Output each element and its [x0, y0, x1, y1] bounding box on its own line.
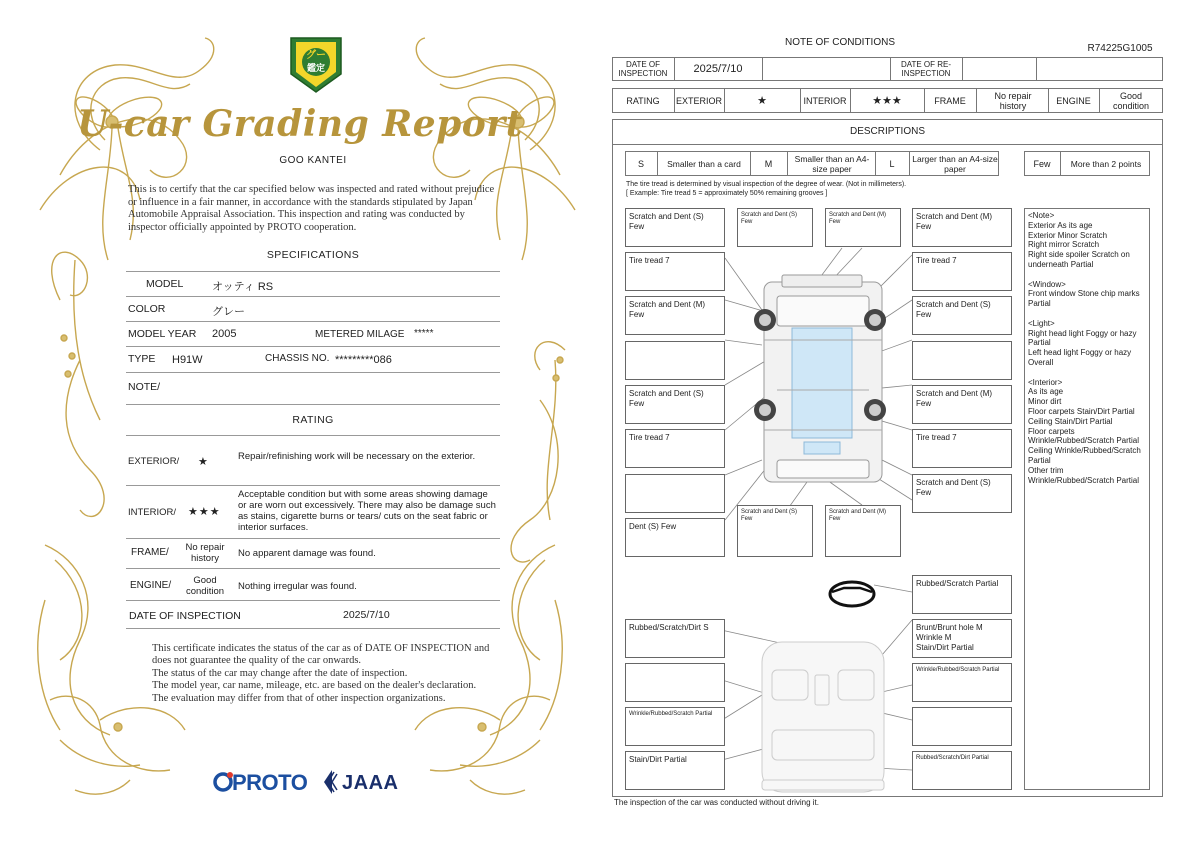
notes-text: <Note> Exterior As its age Exterior Minor Scratch Right mirror Scratch Right side spoiler Scratch on underneath Partial <Window> Front window Stone chip marks Partial <Light> Right head light Foggy or hazy Partial Left head light Foggy or hazy Overall <Interior> As its age Minor dirt Floor carpets Stain/Dirt Partial Ceiling Stain/Dirt Partial Floor carpets Wrinkle/Rubbed/Scratch Partial Ceiling Wrinkle/Rubbed/Scratch Partial Other trim Wrinkle/Rubbed/Scratch Partial: [1028, 211, 1141, 485]
color-label: COLOR: [128, 303, 166, 315]
interior-rating: ★★★: [872, 94, 902, 107]
type-label: TYPE: [128, 353, 156, 365]
damage-box-left-door-front: Scratch and Dent (M) Few: [625, 296, 725, 335]
engine-description: Nothing irregular was found.: [238, 581, 357, 592]
model-year-label: MODEL YEAR: [128, 328, 197, 340]
date-of-inspection-value: 2025/7/10: [693, 63, 743, 75]
report-subtitle: GOO KANTEI: [279, 155, 347, 166]
model-year-value: 2005: [212, 328, 237, 340]
rating-label: RATING: [626, 95, 660, 106]
proto-logo: PROTO: [232, 770, 308, 795]
chassis-label: CHASSIS NO.: [265, 353, 330, 364]
tire-box-front-left: Tire tread 7: [625, 252, 725, 291]
reference-number: R74225G1005: [1087, 43, 1153, 54]
proto-logo-icon: [212, 771, 234, 793]
size-s: S: [637, 158, 644, 169]
jaaa-logo: JAAA: [342, 772, 399, 794]
certificate-disclaimer: This certificate indicates the status of the car as of DATE OF INSPECTION and does not guarantee the quality of the car onwards. The status of the car may change after the date of inspection. The model year, car name, mileage, etc. are based on the dealer's declaration. The evaluation may differ from that of other inspection organizations.: [152, 643, 490, 704]
interior-box-dashboard-left: Rubbed/Scratch/Dirt S: [625, 619, 725, 658]
interior-box-floor-left: Stain/Dirt Partial: [625, 751, 725, 790]
inspection-date-value: 2025/7/10: [343, 609, 390, 621]
divider: [126, 296, 500, 297]
rating-heading: RATING: [292, 414, 334, 426]
divider: [126, 485, 500, 486]
divider: [126, 346, 500, 347]
divider: [126, 404, 500, 405]
engine-value: Good condition: [1112, 90, 1150, 111]
interior-box-rear-seat-left: Wrinkle/Rubbed/Scratch Partial: [625, 707, 725, 746]
damage-box-rear-left-quarter: [625, 474, 725, 513]
divider: [126, 321, 500, 322]
damage-box-right-door-rear: Scratch and Dent (M) Few: [912, 385, 1012, 424]
frame-description: No apparent damage was found.: [238, 548, 376, 559]
few-description: More than 2 points: [1070, 158, 1142, 169]
interior-box-floor-right: Rubbed/Scratch/Dirt Partial: [912, 751, 1012, 790]
note-title: NOTE OF CONDITIONS: [785, 37, 895, 48]
note-label: NOTE/: [128, 381, 161, 393]
note-of-conditions: [600, 0, 1200, 848]
exterior-description: Repair/refinishing work will be necessary on the exterior.: [238, 451, 476, 462]
divider: [126, 271, 500, 272]
divider: [126, 538, 500, 539]
exterior-stars: ★: [198, 456, 209, 468]
inspection-footer-note: The inspection of the car was conducted without driving it.: [614, 798, 819, 807]
size-l: L: [889, 158, 895, 169]
damage-box-rear-left: Dent (S) Few: [625, 518, 725, 557]
damage-box-rear-mid-right: Scratch and Dent (M) Few: [825, 505, 901, 557]
damage-box-front-left: Scratch and Dent (S) Few: [625, 208, 725, 247]
damage-box-left-door-rear: Scratch and Dent (S) Few: [625, 385, 725, 424]
exterior-label: EXTERIOR: [675, 95, 722, 106]
interior-box-front-seat-right: Wrinkle/Rubbed/Scratch Partial: [912, 663, 1012, 702]
damage-box-front-mid-left: Scratch and Dent (S) Few: [737, 208, 813, 247]
frame-value: No repair history: [994, 90, 1032, 111]
interior-stars: ★★★: [188, 506, 221, 518]
size-m-description: Smaller than an A4-size paper: [794, 153, 870, 174]
frame-label: FRAME/: [131, 547, 169, 558]
seal-text-bottom: 鑑定: [306, 64, 326, 74]
damage-box-left-pillar: [625, 341, 725, 380]
interior-box-dashboard-right: Brunt/Brunt hole M Wrinkle M Stain/Dirt Partial: [912, 619, 1012, 658]
specifications-heading: SPECIFICATIONS: [266, 249, 360, 261]
type-value: H91W: [172, 354, 203, 366]
engine-value: Good condition: [185, 575, 225, 597]
divider: [126, 628, 500, 629]
divider: [126, 372, 500, 373]
tire-note: The tire tread is determined by visual inspection of the degree of wear. (Not in millimeters).: [626, 181, 907, 188]
damage-box-front-right: Scratch and Dent (M) Few: [912, 208, 1012, 247]
engine-label: ENGINE: [1056, 95, 1091, 106]
report-title: U-car Grading Report: [77, 103, 523, 145]
goo-kantei-seal-icon: [287, 30, 345, 94]
model-value: オッティ RS: [212, 281, 274, 293]
size-l-description: Larger than an A4-size paper: [912, 153, 998, 174]
divider: [126, 568, 500, 569]
few-label: Few: [1033, 158, 1051, 169]
divider: [126, 600, 500, 601]
interior-description: Acceptable condition but with some areas showing damage or are worn out excessively. There may also be damage such as stains, cigarette burns or tears/ cuts on the seat fabric or interior surfaces.: [238, 489, 496, 533]
steering-condition-box: Rubbed/Scratch Partial: [912, 575, 1012, 614]
exterior-rating: ★: [757, 94, 767, 107]
date-of-inspection-label: DATE OF INSPECTION: [618, 60, 668, 78]
descriptions-heading: DESCRIPTIONS: [849, 125, 925, 137]
damage-box-rear-mid-left: Scratch and Dent (S) Few: [737, 505, 813, 557]
seal-text-top: グー: [306, 50, 326, 61]
color-value: グレー: [212, 306, 245, 318]
frame-value: No repair history: [185, 542, 225, 564]
model-label: MODEL: [146, 278, 184, 290]
size-s-description: Smaller than a card: [667, 158, 741, 169]
interior-box-rear-seat-right: [912, 707, 1012, 746]
mileage-value: *****: [414, 328, 434, 339]
damage-box-rear-right-quarter: Scratch and Dent (S) Few: [912, 474, 1012, 513]
tire-example: [ Example: Tire tread 5 = approximately 50% remaining grooves ]: [626, 190, 828, 197]
frame-label: FRAME: [934, 95, 966, 106]
exterior-label: EXTERIOR/: [128, 456, 180, 467]
mileage-label: METERED MILAGE: [315, 329, 405, 340]
interior-box-front-seat-left: [625, 663, 725, 702]
size-m: M: [764, 158, 773, 169]
interior-label: INTERIOR: [803, 95, 847, 106]
damage-box-right-door-front: Scratch and Dent (S) Few: [912, 296, 1012, 335]
tire-box-rear-right: Tire tread 7: [912, 429, 1012, 468]
jaaa-logo-icon: [320, 768, 340, 796]
damage-box-right-pillar: [912, 341, 1012, 380]
tire-box-rear-left: Tire tread 7: [625, 429, 725, 468]
inspection-date-label: DATE OF INSPECTION: [129, 610, 241, 622]
interior-label: INTERIOR/: [128, 507, 177, 518]
damage-box-front-mid-right: Scratch and Dent (M) Few: [825, 208, 901, 247]
divider: [126, 435, 500, 436]
engine-label: ENGINE/: [130, 580, 172, 591]
steering-wheel-icon: [830, 582, 874, 606]
reinspection-label: DATE OF RE-INSPECTION: [900, 60, 952, 78]
certification-statement: This is to certify that the car specified below was inspected and rated without prejudice or influence in a fair manner, in accordance with the standards stipulated by Japan Automobile Appraisal Association. This inspection and rating was conducted by inspector officially appointed by PROTO cooperation.: [128, 184, 495, 233]
tire-box-front-right: Tire tread 7: [912, 252, 1012, 291]
chassis-value: *********086: [335, 354, 392, 366]
